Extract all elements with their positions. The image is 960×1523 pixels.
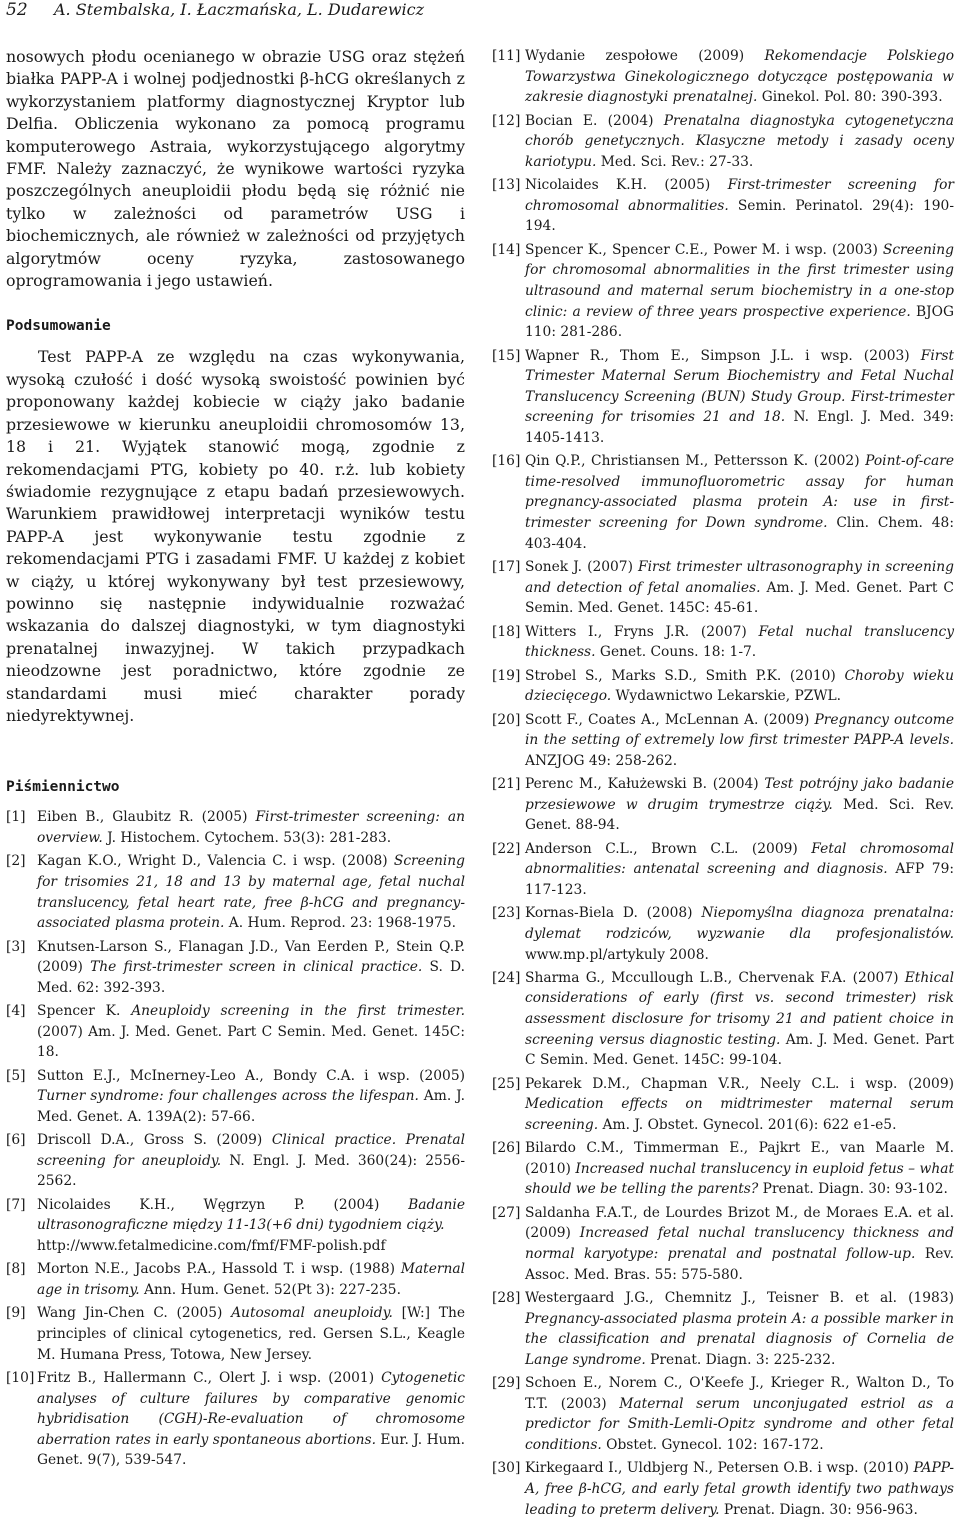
reference-authors: Saldanha F.A.T., de Lourdes Brizot M., de Moraes E.A. et al. (2009): [525, 1204, 954, 1242]
running-title: A. Stembalska, I. Łaczmańska, L. Dudarewicz: [54, 0, 425, 19]
reference-authors: Bilardo C.M., Timmerman E., Pajkrt E., van Maarle M. (2010): [525, 1140, 954, 1177]
reference-source: BJOG 110: 281-286.: [525, 303, 954, 341]
reference-number: [26]: [492, 1140, 521, 1157]
reference-list-right: [492, 46, 954, 1520]
body-paragraph: nosowych płodu ocenianego w obrazie USG oraz stężeń białka PAPP-A i wolnej podjednostki β-hCG określanych z wykorzystaniem platformy diagnostycznej Kryptor lub Delfia. Obliczenia wykonano za pomocą programu komputerowego Astraia, wykorzystującego algorytmy FMF. Należy zaznaczyć, że wynikowe wartości ryzyka poszczególnych aneuploidii płodu będą się różnić nie tylko w zależności od parametrów USG i biochemicznych, ale również w zależności od przyjętych algorytmów oceny ryzyka, zastosowanego oprogramowania i jego ustawień.: [6, 47, 465, 291]
summary-paragraph: Test PAPP-A ze względu na czas wykonywania, wysoką czułość i dość wysoką swoistość powinien być proponowany każdej kobiecie w ciąży jako badanie przesiewowe w kierunku aneuploidii chromosomów 13, 18 i 21. Wyjątek stanowić mogą, zgodnie z rekomendacjami PTG, kobiety po 40. r.ż. lub kobiety świadomie rezygnujące z etapu badań przesiewowych. Warunkiem prawidłowej interpretacji wyników testu PAPP-A jest wykonywanie testu zgodnie z rekomendacjami PTG i zasadami FMF. U każdej z kobiet w ciąży, u której wykonywany był test przesiewowy, powinno się następnie indywidualnie rozważać wskazania do dalszej diagnostyki, w tym diagnostyki prenatalnej inwazyjnej. W takich przypadkach nieodzowne jest poradnictwo, które zgodnie ze standardami musi mieć charakter porady niedyrektywnej.: [6, 347, 465, 725]
reference-title: Aneuploidy screening in the first trimester.: [131, 1003, 465, 1020]
reference-number: [3]: [6, 938, 26, 955]
reference-title: First trimester ultrasonography in screening and detection of fetal anomalies.: [525, 559, 954, 596]
reference-number: [12]: [492, 112, 521, 129]
reference-authors: Nicolaides K.H. (2005): [525, 177, 728, 194]
reference-title: Cytogenetic analyses of culture failures by comparative genomic hybridisation (CGH)-Re-evaluation of chromosome aberration rates in early spontaneous abortions.: [37, 1369, 465, 1448]
reference-source: Am. J. Med. Genet. Part C Semin. Med. Genet. 145C: 99-104.: [525, 1031, 954, 1069]
right-column: [492, 46, 954, 1523]
reference-item: [492, 1288, 954, 1370]
reference-number: [16]: [492, 453, 521, 470]
reference-number: [4]: [6, 1003, 26, 1020]
reference-authors: Witters I., Fryns J.R. (2007): [525, 623, 759, 640]
references-heading: Piśmiennictwo: [6, 779, 120, 796]
reference-number: [13]: [492, 177, 521, 194]
reference-link[interactable]: http://www.fetalmedicine.com/fmf/FMF-polish.pdf: [37, 1238, 386, 1255]
reference-source: Med. Sci. Rev.: 27-33.: [596, 153, 754, 170]
reference-item: [6, 937, 465, 999]
reference-authors: Schoen E., Norem C., O'Keefe J., Krieger R., Walton D., To T.T. (2003): [525, 1375, 954, 1412]
reference-item: [6, 1259, 465, 1300]
reference-item: [492, 451, 954, 554]
reference-authors: Sharma G., Mccullough L.B., Chervenak F.A. (2007): [525, 969, 905, 986]
reference-title: Autosomal aneuploidy.: [231, 1305, 393, 1322]
reference-authors: Spencer K., Spencer C.E., Power M. i wsp. (2003): [525, 241, 883, 258]
reference-title: First Trimester Maternal Serum Biochemistry and Fetal Nuchal Translucency Screening (BUN) Study Group. First-trimester screening for trisomies 21 and 18.: [525, 347, 954, 426]
reference-item: [6, 1303, 465, 1365]
reference-number: [1]: [6, 809, 26, 826]
reference-authors: Strobel S., Marks S.D., Smith P.K. (2010): [525, 667, 845, 684]
page-number: 52: [6, 0, 28, 20]
reference-item: [492, 346, 954, 449]
reference-title: Pregnancy outcome in the setting of extremely low first trimester PAPP-A levels.: [525, 711, 954, 749]
reference-number: [5]: [6, 1067, 26, 1084]
reference-authors: Knutsen-Larson S., Flanagan J.D., Van Eerden P., Stein Q.P. (2009): [37, 938, 465, 976]
reference-title: Turner syndrome: four challenges across the lifespan.: [37, 1088, 419, 1105]
reference-item: [492, 666, 954, 707]
reference-item: [492, 557, 954, 619]
reference-title: Badanie ultrasonograficzne między 11-13(+6 dni) tygodniem ciąży.: [37, 1196, 465, 1234]
reference-source: Eur. J. Hum. Genet. 9(7), 539-547.: [37, 1431, 466, 1469]
reference-number: [8]: [6, 1261, 26, 1278]
reference-authors: Pekarek D.M., Chapman V.R., Neely C.L. i wsp. (2009): [525, 1075, 954, 1092]
reference-item: [492, 622, 954, 663]
reference-number: [23]: [492, 905, 521, 922]
reference-source: Obstet. Gynecol. 102: 167-172.: [601, 1436, 824, 1453]
reference-source: Prenat. Diagn. 30: 956-963.: [719, 1501, 918, 1518]
reference-item: [492, 111, 954, 173]
reference-number: [2]: [6, 853, 26, 870]
reference-title: Ethical considerations of early (first vs. second trimester) risk assessment disclosure for trisomy 21 and patient choice in screening versus diagnostic testing.: [525, 969, 954, 1048]
reference-number: [18]: [492, 623, 521, 640]
reference-item: [492, 240, 954, 343]
reference-authors: Scott F., Coates A., McLennan A. (2009): [525, 711, 815, 728]
reference-source: Rev. Assoc. Med. Bras. 55: 575-580.: [525, 1246, 954, 1283]
reference-source: Semin. Perinatol. 29(4): 190-194.: [525, 197, 954, 235]
reference-source: Wydawnictwo Lekarskie, PZWL.: [611, 688, 842, 705]
reference-title: The first-trimester screen in clinical practice.: [90, 959, 423, 976]
reference-source: AFP 79: 117-123.: [525, 861, 955, 898]
reference-source: J. Histochem. Cytochem. 53(3): 281-283.: [102, 829, 392, 846]
reference-authors: Wang Jin-Chen C. (2005): [37, 1305, 232, 1322]
reference-title: Increased fetal nuchal translucency thickness and normal karyotype: prenatal and postnatal follow-up.: [525, 1225, 954, 1262]
reference-title: Point-of-care time-resolved immunofluorometric assay for human pregnancy-associated plasma protein A: use in first-trimester screening for Down syndrome.: [525, 453, 954, 532]
page-header: [0, 0, 960, 26]
reference-title: Pregnancy-associated plasma protein A: a possible marker in the classification and prenatal diagnosis of Cornelia de Lange syndrome.: [525, 1310, 954, 1368]
reference-authors: Kagan K.O., Wright D., Valencia C. i wsp. (2008): [37, 853, 394, 870]
reference-number: [22]: [492, 840, 521, 857]
reference-title: Choroby wieku dziecięcego.: [525, 667, 954, 705]
reference-source: Am. J. Med. Genet. Part C Semin. Med. Genet. 145C: 45-61.: [525, 579, 954, 617]
reference-source: ANZJOG 49: 258-262.: [525, 752, 678, 769]
reference-item: [492, 1458, 954, 1520]
reference-number: [15]: [492, 347, 521, 364]
left-column: [6, 46, 465, 1474]
reference-item: [6, 807, 465, 848]
summary-heading: Podsumowanie: [6, 318, 111, 335]
reference-title: Maternal serum unconjugated estriol as a predictor for Smith-Lemli-Opitz syndrome and other fetal conditions.: [525, 1395, 955, 1453]
reference-source: A. Hum. Reprod. 23: 1968-1975.: [224, 915, 457, 932]
reference-item: [492, 1138, 954, 1200]
reference-authors: Perenc M., Kałużewski B. (2004): [525, 776, 765, 793]
reference-authors: Kornas-Biela D. (2008): [525, 905, 702, 922]
reference-title: First-trimester screening for chromosomal abnormalities.: [525, 177, 954, 214]
reference-number: [6]: [6, 1132, 26, 1149]
reference-number: [25]: [492, 1075, 521, 1092]
reference-item: [6, 1001, 465, 1063]
reference-title: Rekomendacje Polskiego Towarzystwa Ginekologicznego dotyczące postępowania w zakresie diagnostyki prenatalnej.: [525, 48, 954, 106]
reference-authors: Fritz B., Hallermann C., Olert J. i wsp. (2001): [37, 1369, 382, 1386]
reference-title: PAPP-A, free β-hCG, and early fetal growth identify two pathways leading to preterm delivery.: [525, 1460, 954, 1518]
reference-authors: Bocian E. (2004): [525, 112, 664, 129]
reference-authors: Driscoll D.A., Gross S. (2009): [37, 1132, 272, 1149]
reference-number: [14]: [492, 241, 521, 258]
reference-item: [492, 1203, 954, 1285]
reference-source: [W:] The principles of clinical cytogenetics, red. Gersen S.L., Keagle M. Humana Press, Totowa, New Jersey.: [37, 1305, 465, 1363]
reference-number: [24]: [492, 969, 521, 986]
reference-item: [492, 1074, 954, 1136]
reference-authors: Eiben B., Glaubitz R. (2005): [37, 809, 256, 826]
reference-title: Fetal nuchal translucency thickness.: [525, 623, 955, 661]
reference-item: [6, 1195, 465, 1257]
reference-authors: Wapner R., Thom E., Simpson J.L. i wsp. (2003): [525, 347, 921, 364]
reference-number: [9]: [6, 1305, 26, 1322]
reference-authors: Qin Q.P., Christiansen M., Pettersson K. (2002): [525, 453, 866, 470]
reference-number: [30]: [492, 1460, 521, 1477]
reference-authors: Sonek J. (2007): [525, 559, 638, 576]
reference-title: Increased nuchal translucency in euploid fetus – what should we be telling the parents?: [525, 1160, 955, 1198]
reference-title: Niepomyślna diagnoza prenatalna: dylemat rodziców, wyzwanie dla profesjonalistów.: [525, 905, 954, 942]
reference-item: [492, 1373, 954, 1455]
reference-item: [492, 710, 954, 772]
reference-number: [7]: [6, 1196, 26, 1213]
reference-source: Prenat. Diagn. 3: 225-232.: [645, 1351, 836, 1368]
reference-item: [492, 968, 954, 1071]
reference-source: (2007) Am. J. Med. Genet. Part C Semin. Med. Genet. 145C: 18.: [37, 1023, 465, 1061]
reference-authors: Westergaard J.G., Chemnitz J., Teisner B. et al. (1983): [525, 1289, 954, 1306]
reference-authors: Nicolaides K.H., Węgrzyn P. (2004): [37, 1196, 409, 1213]
reference-source: Ginekol. Pol. 80: 390-393.: [757, 89, 943, 106]
reference-number: [29]: [492, 1375, 521, 1392]
reference-item: [492, 175, 954, 237]
reference-title: Fetal chromosomal abnormalities: antenatal screening and diagnosis.: [525, 840, 954, 878]
reference-authors: Sutton E.J., McInerney-Leo A., Bondy C.A. i wsp. (2005): [37, 1067, 465, 1084]
reference-title: Screening for chromosomal abnormalities in the first trimester using ultrasound and maternal serum biochemistry in a one-stop clinic: a review of three years prospective experience.: [525, 241, 954, 320]
reference-item: [492, 46, 954, 108]
reference-title: Maternal age in trisomy.: [37, 1261, 465, 1299]
reference-authors: Morton N.E., Jacobs P.A., Hassold T. i wsp. (1988): [37, 1261, 401, 1278]
reference-source: Prenat. Diagn. 30: 93-102.: [758, 1181, 948, 1198]
reference-number: [21]: [492, 776, 521, 793]
reference-title: Clinical practice. Prenatal screening for aneuploidy.: [37, 1132, 465, 1169]
reference-source: Genet. Couns. 18: 1-7.: [595, 644, 757, 661]
reference-source: Am. J. Obstet. Gynecol. 201(6): 622 e1-e5.: [598, 1116, 897, 1133]
reference-item: [492, 774, 954, 836]
reference-authors: Spencer K.: [37, 1003, 132, 1020]
reference-title: Screening for trisomies 21, 18 and 13 by maternal age, fetal nuchal translucency, fetal heart rate, free β-hCG and pregnancy-associated plasma protein.: [37, 853, 465, 932]
reference-item: [6, 1368, 465, 1471]
reference-source: www.mp.pl/artykuly 2008.: [525, 946, 709, 963]
reference-source: Clin. Chem. 48: 403-404.: [525, 515, 954, 552]
reference-title: First-trimester screening: an overview.: [37, 809, 465, 846]
reference-item: [492, 903, 954, 965]
reference-source: Med. Sci. Rev. Genet. 88-94.: [525, 796, 954, 834]
reference-number: [28]: [492, 1289, 521, 1306]
reference-item: [492, 839, 954, 901]
reference-title: Medication effects on midtrimester maternal serum screening.: [525, 1096, 954, 1133]
reference-title: Prenatalna diagnostyka cytogenetyczna chorób genetycznych. Klasyczne metody i zasady oceny kariotypu.: [525, 112, 954, 170]
reference-source: N. Engl. J. Med. 360(24): 2556-2562.: [37, 1152, 465, 1190]
reference-number: [11]: [492, 48, 521, 64]
reference-source: N. Engl. J. Med. 349: 1405-1413.: [525, 409, 954, 446]
reference-item: [6, 1066, 465, 1128]
reference-number: [19]: [492, 667, 521, 684]
reference-item: [6, 1130, 465, 1192]
reference-list-left: [6, 807, 465, 1471]
reference-authors: Anderson C.L., Brown C.L. (2009): [525, 840, 812, 857]
reference-item: [6, 851, 465, 933]
reference-number: [17]: [492, 559, 521, 576]
reference-number: [27]: [492, 1204, 521, 1221]
reference-source: Am. J. Med. Genet. A. 139A(2): 57-66.: [37, 1088, 465, 1125]
reference-source: Ann. Hum. Genet. 52(Pt 3): 227-235.: [139, 1282, 401, 1299]
reference-number: [10]: [6, 1369, 35, 1386]
reference-source: S. D. Med. 62: 392-393.: [37, 959, 465, 996]
reference-authors: Wydanie zespołowe (2009): [525, 48, 765, 64]
reference-authors: Kirkegaard I., Uldbjerg N., Petersen O.B. i wsp. (2010): [525, 1460, 914, 1477]
reference-title: Test potrójny jako badanie przesiewowe w drugim trymestrze ciąży.: [525, 776, 954, 813]
reference-number: [20]: [492, 711, 521, 728]
